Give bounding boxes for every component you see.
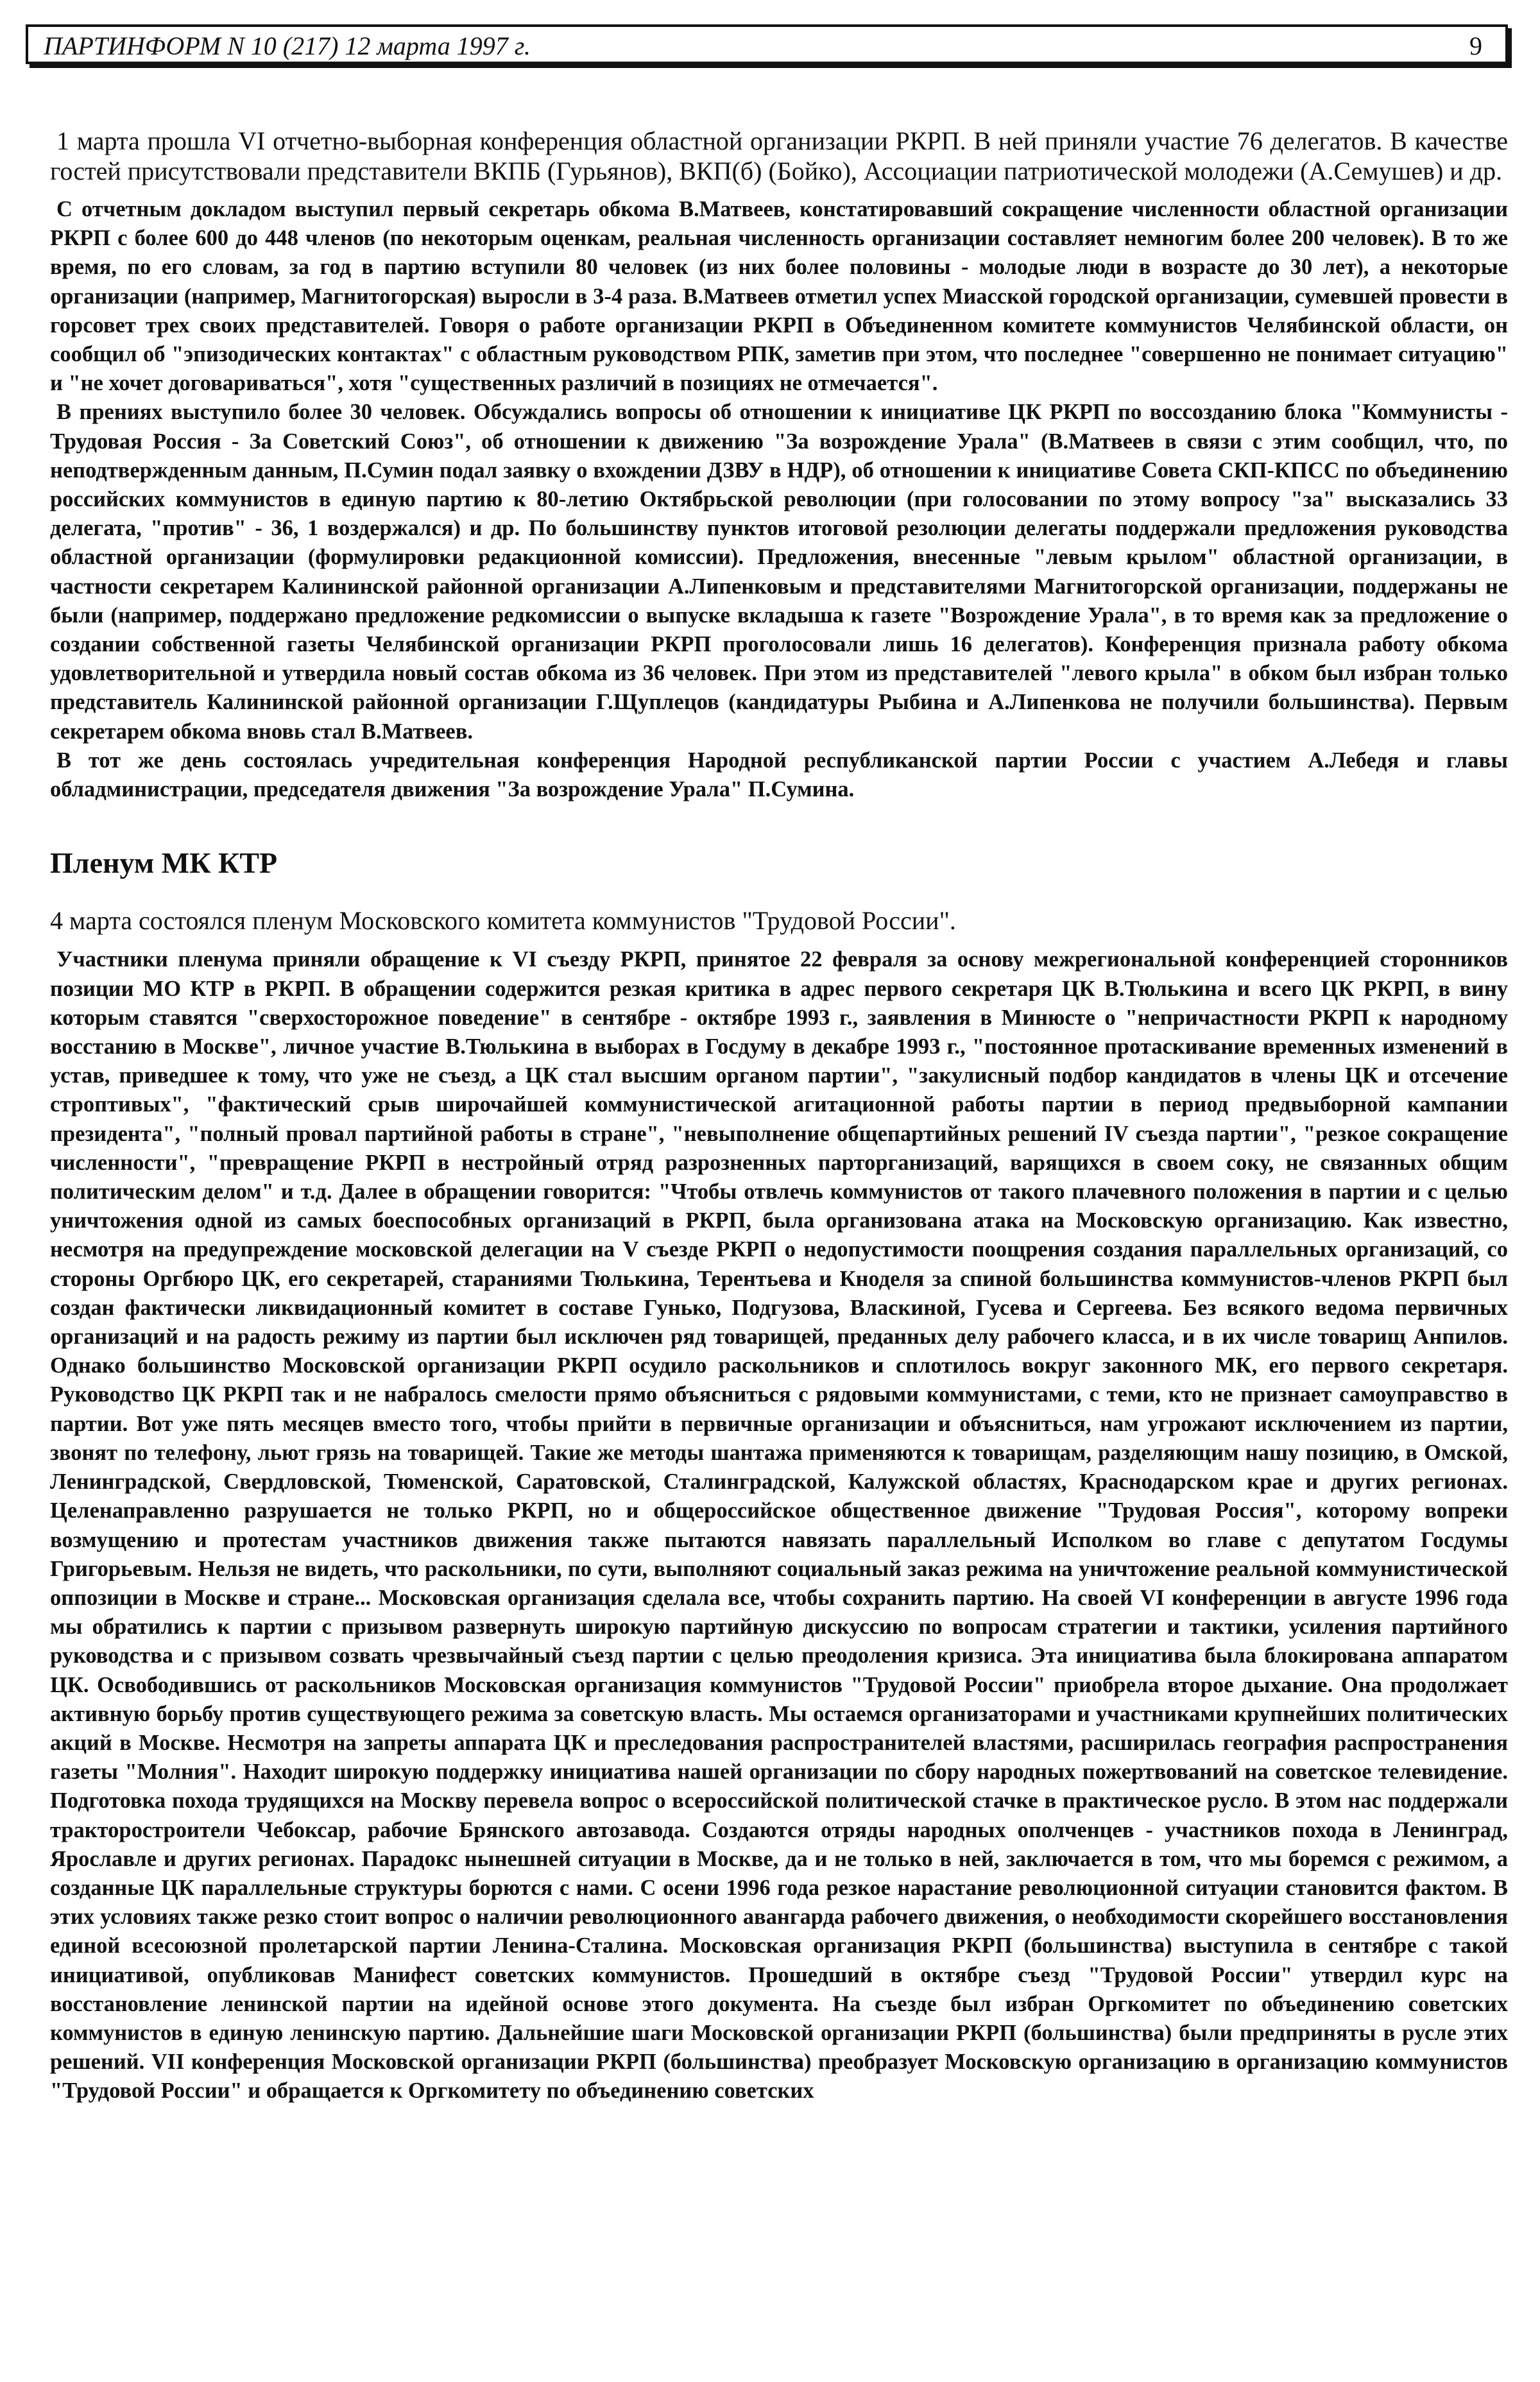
header-title: ПАРТИНФОРМ N 10 (217) 12 марта 1997 г.: [44, 31, 531, 60]
article-paragraph: С отчетным докладом выступил первый секретарь обкома В.Матвеев, констатировавший сокращение численности областной организации РКРП с более 600 до 448 членов (по некоторым оценкам, реальная численность организации составляет немногим более 200 человек). В то же время, по его словам, за год в партию вступили 80 человек (из них более половины - молодые люди в возрасте до 30 лет), а некоторые организации (например, Магнитогорская) выросли в 3-4 раза. В.Матвеев отметил успех Миасской городской организации, сумевшей провести в горсовет трех своих представителей. Говоря о работе организации РКРП в Объединенном комитете коммунистов Челябинской области, он сообщил об "эпизодических контактах" с областным руководством РПК, заметив при этом, что последнее "совершенно не понимает ситуацию" и "не хочет договариваться", хотя "существенных различий в позициях не отмечается".: [50, 197, 1508, 396]
article-paragraph: В прениях выступило более 30 человек. Обсуждались вопросы об отношении к инициативе ЦК РКРП по воссозданию блока "Коммунисты - Трудовая Россия - За Советский Союз", об отношении к движению "За возрождение Урала" (В.Матвеев в связи с этим сообщил, что, по неподтвержденным данным, П.Сумин подал заявку о вхождении ДЗВУ в НДР), об отношении к инициативе Совета СКП-КПСС по объединению российских коммунистов в единую партию к 80-летию Октябрьской революции (при голосовании по этому вопросу "за" высказались 33 делегата, "против" - 36, 1 воздержался) и др. По большинству пунктов итоговой резолюции делегаты поддержали предложения руководства областной организации (формулировки редакционной комиссии). Предложения, внесенные "левым крылом" областной организации, в частности секретарем Калининской районной организации А.Липенковым и представителями Магнитогорской организации, поддержаны не были (например, поддержано предложение редкомиссии о выпуске вкладыша к газете "Возрождение Урала", в то время как за предложение о создании собственной газеты Челябинской организации РКРП проголосовали лишь 16 делегатов). Конференция признала работу обкома удовлетворительной и утвердила новый состав обкома из 36 человек. При этом из представителей "левого крыла" в обком был избран только представитель Калининской районной организации Г.Щуплецов (кандидатуры Рыбина и А.Липенкова не получили большинства). Первым секретарем обкома вновь стал В.Матвеев.: [50, 400, 1508, 744]
article-chelyabinsk-conference: [50, 126, 1508, 804]
article-paragraph: В тот же день состоялась учредительная конференция Народной республиканской партии России с участием А.Лебедя и главы обладминистрации, председателя движения "За возрождение Урала" П.Сумина.: [50, 748, 1508, 802]
article-plenum-mk-ktr: [50, 845, 1508, 2105]
article-lead: 1 марта прошла VI отчетно-выборная конференция областной организации РКРП. В ней приняли участие 76 делегатов. В качестве гостей присутствовали представители ВКПБ (Гурьянов), ВКП(б) (Бойко), Ассоциации патриотической молодежи (А.Семушев) и др.: [50, 126, 1508, 185]
section-title: Пленум МК КТР: [50, 846, 278, 880]
page-number: 9: [1469, 31, 1482, 60]
article-body: [50, 126, 1508, 2106]
article-paragraph: Участники пленума приняли обращение к VI съезду РКРП, принятое 22 февраля за основу межрегиональной конференцией сторонников позиции МО КТР в РКРП. В обращении содержится резкая критика в адрес первого секретаря ЦК В.Тюлькина и всего ЦК РКРП, в вину которым ставятся "сверхосторожное поведение" в сентябре - октябре 1993 г., заявления в Минюсте о "непричастности РКРП к народному восстанию в Москве", личное участие В.Тюлькина в выборах в Госдуму в декабре 1993 г., "постоянное протаскивание временных изменений в устав, приведшее к тому, что уже не съезд, а ЦК стал высшим органом партии", "закулисный подбор кандидатов в члены ЦК и отсечение строптивых", "фактический срыв широчайшей коммунистической агитационной работы партии в период предвыборной кампании президента", "полный провал партийной работы в стране", "невыполнение общепартийных решений IV съезда партии", "резкое сокращение численности", "превращение РКРП в нестройный отряд разрозненных парторганизаций, варящихся в своем соку, не связанных общим политическим делом" и т.д. Далее в обращении говорится: "Чтобы отвлечь коммунистов от такого плачевного положения в партии и с целью уничтожения одной из самых боеспособных организаций в РКРП, была организована атака на Московскую организацию. Как известно, несмотря на предупреждение московской делегации на V съезде РКРП о недопустимости поощрения создания параллельных организаций, со стороны Оргбюро ЦК, его секретарей, стараниями Тюлькина, Терентьева и Кноделя за спиной большинства коммунистов-членов РКРП был создан фактически ликвидационный комитет в составе Гунько, Подгузова, Власкиной, Гусева и Сергеева. Без всякого ведома первичных организаций и на радость режиму из партии был исключен ряд товарищей, преданных делу рабочего класса, и в их числе товарищ Анпилов. Однако большинство Московской организации РКРП осудило раскольников и сплотилось вокруг законного МК, его первого секретаря. Руководство ЦК РКРП так и не набралось смелости прямо объясниться с рядовыми коммунистами, с теми, кто не признает самоуправство в партии. Вот уже пять месяцев вместо того, чтобы прийти в первичные организации и объясниться, нам угрожают исключением из партии, звонят по телефону, льют грязь на товарищей. Такие же методы шантажа применяются к товарищам, разделяющим нашу позицию, в Омской, Ленинградской, Свердловской, Тюменской, Саратовской, Сталинградской, Калужской областях, Краснодарском крае и других регионах. Целенаправленно разрушается не только РКРП, но и общероссийское общественное движение "Трудовая Россия", которому вопреки возмущению и протестам участников движения также пытаются навязать параллельный Исполком во главе с депутатом Госдумы Григорьевым. Нельзя не видеть, что раскольники, по сути, выполняют социальный заказ режима на уничтожение реальной коммунистической оппозиции в Москве и стране... Московская организация сделала все, чтобы сохранить партию. На своей VI конференции в августе 1996 года мы обратились к партии с призывом развернуть широкую партийную дискуссию по вопросам стратегии и тактики, усиления партийного руководства и с призывом созвать чрезвычайный съезд партии с целью преодоления кризиса. Эта инициатива была блокирована аппаратом ЦК. Освободившись от раскольников Московская организация коммунистов "Трудовой России" приобрела второе дыхание. Она продолжает активную борьбу против существующего режима за советскую власть. Мы остаемся организаторами и участниками крупнейших политических акций в Москве. Несмотря на запреты аппарата ЦК и преследования распространителей властями, расширилась география распространения газеты "Молния". Находит широкую поддержку инициатива нашей организации по сбору народных пожертвований на советское телевидение. Подготовка похода трудящихся на Москву перевела вопрос о всероссийской политической стачке в практическое русло. В этом нас поддержали тракторостроители Чебоксар, рабочие Брянского автозавода. Создаются отряды народных ополченцев - участников похода в Ленинград, Ярославле и других регионах. Парадокс нынешней ситуации в Москве, да и не только в ней, заключается в том, что мы боремся с режимом, а созданные ЦК параллельные структуры борются с нами. С осени 1996 года резкое нарастание революционной ситуации становится фактом. В этих условиях также резко стоит вопрос о наличии революционного авангарда рабочего движения, о необходимости скорейшего восстановления единой всесоюзной пролетарской партии Ленина-Сталина. Московская организация РКРП (большинства) выступила в сентябре с такой инициативой, опубликовав Манифест советских коммунистов. Прошедший в октябре съезд "Трудовой России" утвердил курс на восстановление ленинской партии на идейной основе этого документа. На съезде был избран Оргкомитет по объединению советских коммунистов в единую ленинскую партию. Дальнейшие шаги Московской организации РКРП (большинства) были предприняты в русле этих решений. VII конференция Московской организации РКРП (большинства) преобразует Московскую организацию в организацию коммунистов "Трудовой России" и обращается к Оргкомитету по объединению советских: [50, 947, 1508, 2104]
article-lead: 4 марта состоялся пленум Московского комитета коммунистов "Трудовой России".: [50, 906, 956, 936]
page-header: [26, 24, 1508, 64]
